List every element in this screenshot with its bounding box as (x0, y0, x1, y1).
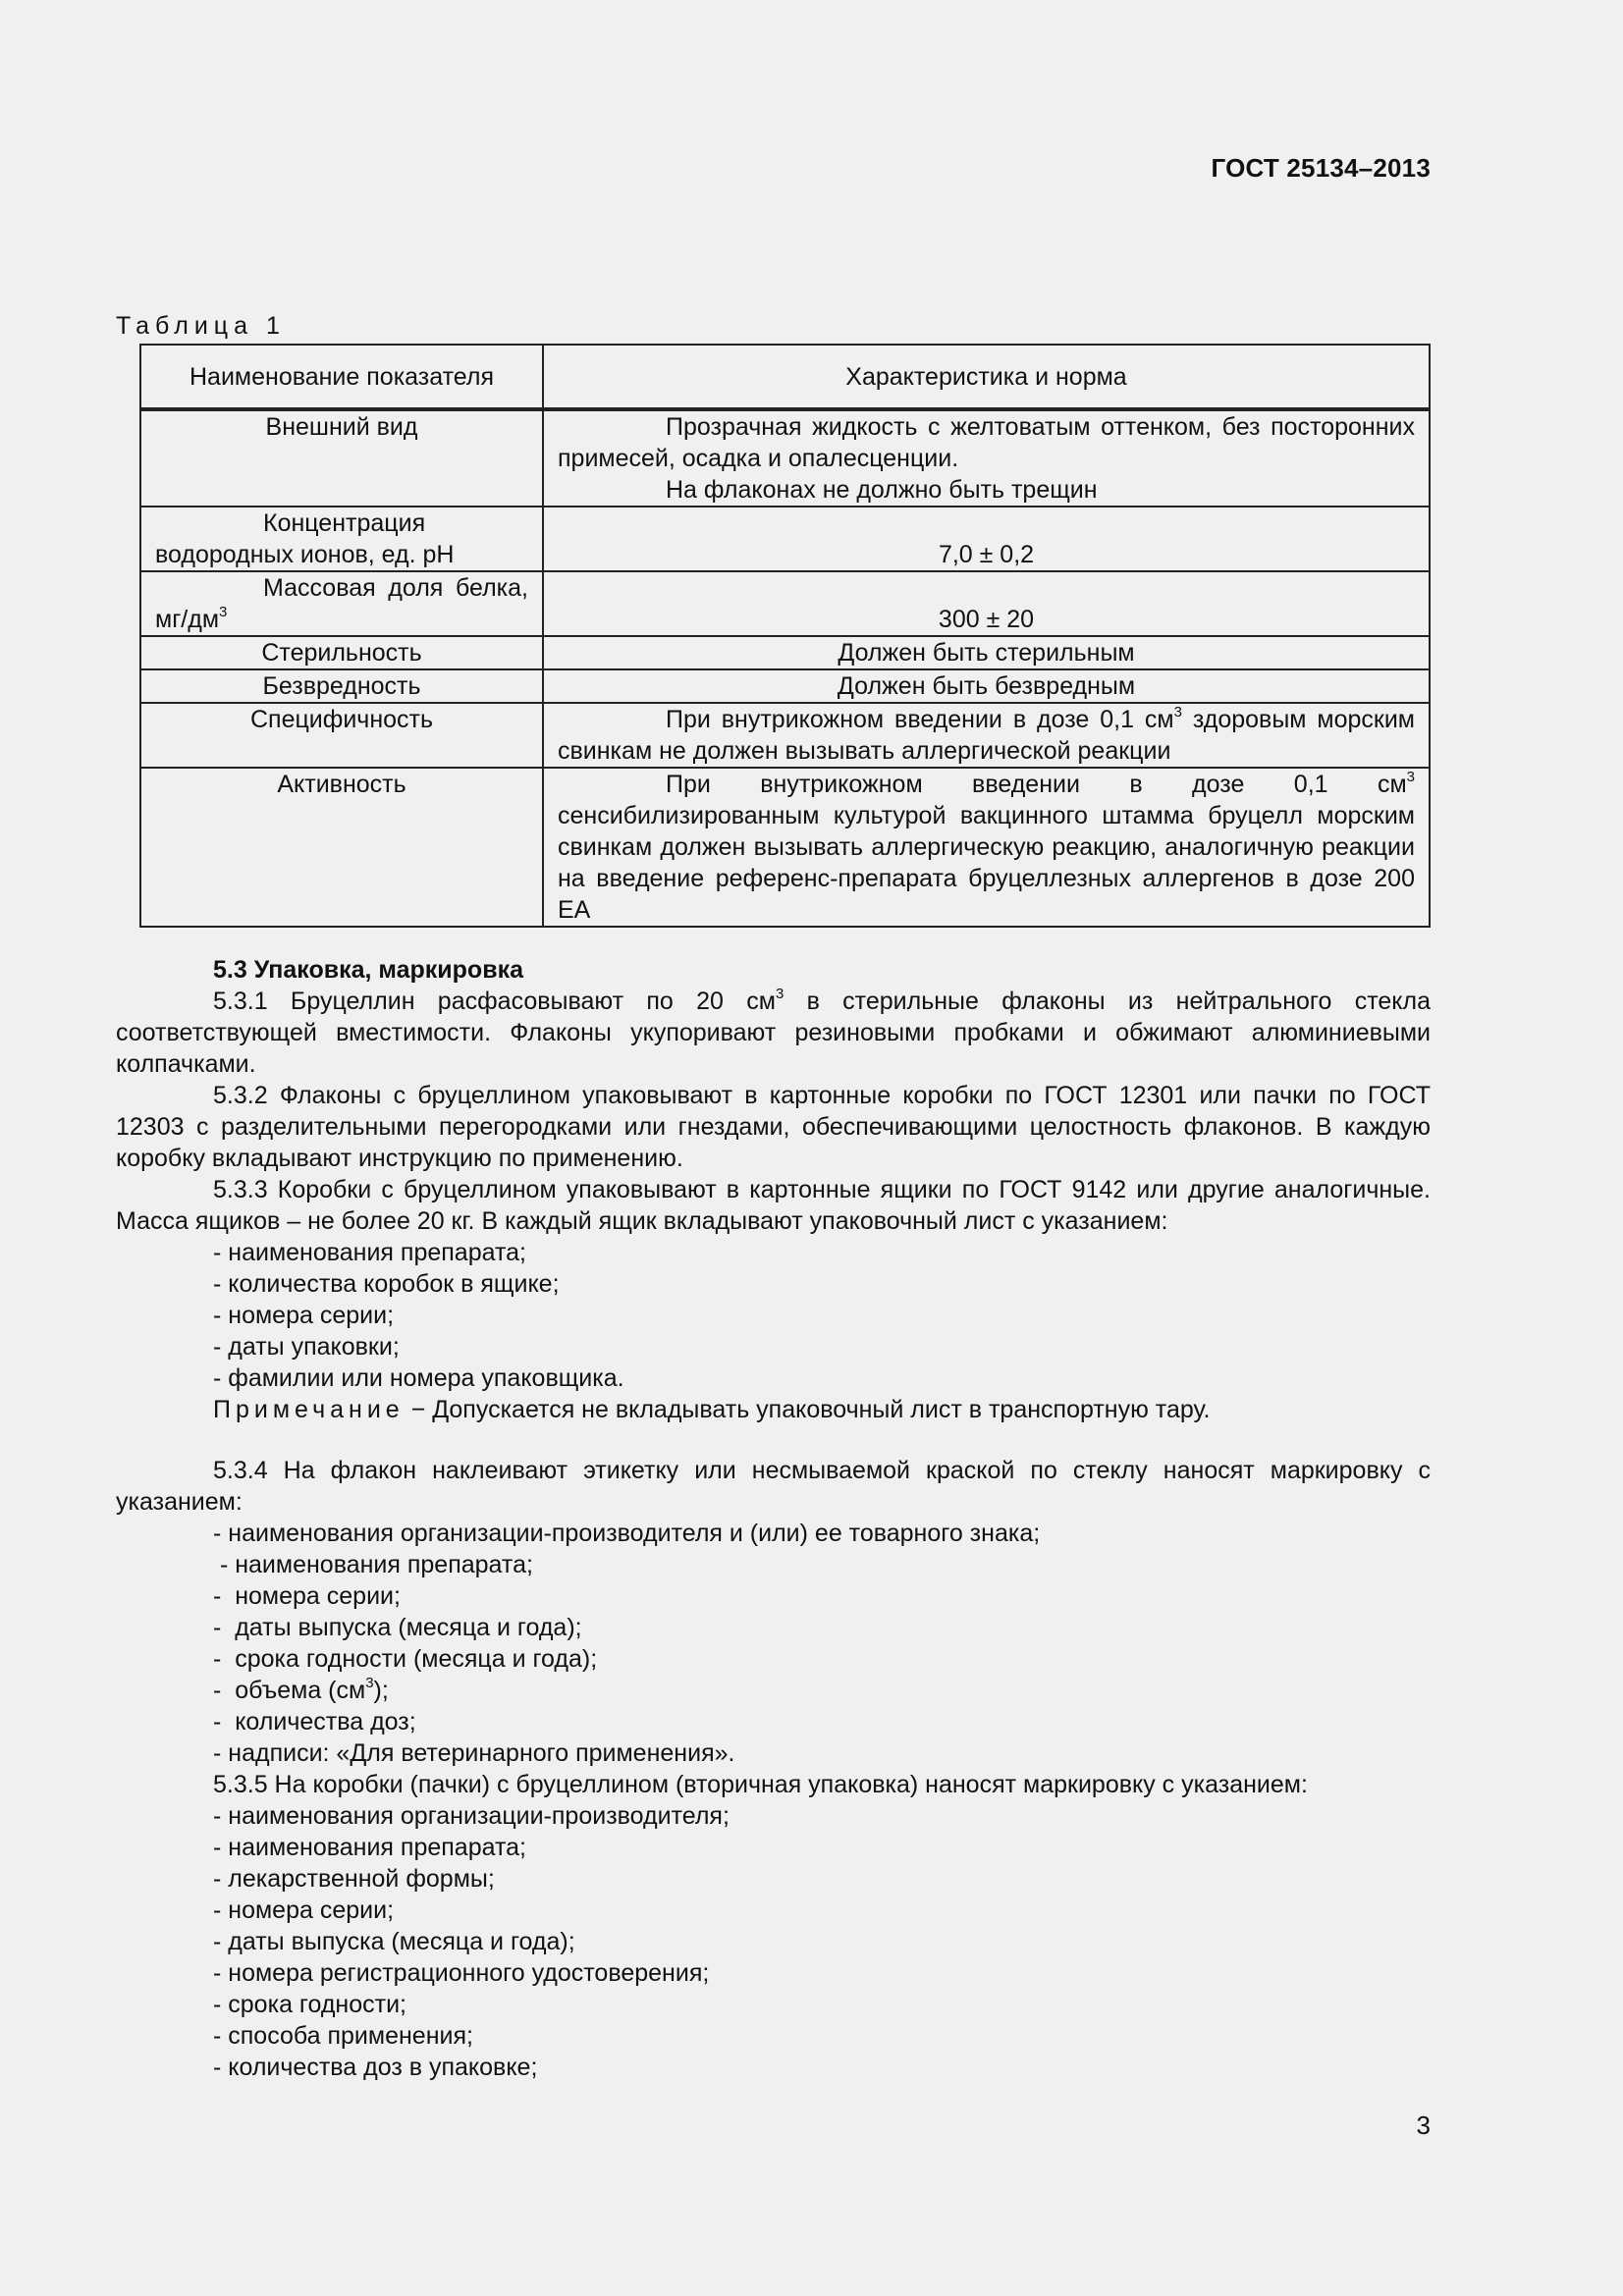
row-name: Концентрация водородных ионов, ед. pH (140, 507, 543, 571)
document-code: ГОСТ 25134–2013 (1211, 153, 1431, 183)
table-header-row (140, 345, 1430, 409)
row-value-part-b: здоровым морским свинкам не должен вызывать аллергической реакции (558, 706, 1415, 765)
row-value: 7,0 ± 0,2 (543, 507, 1430, 571)
note-label: Примечание (213, 1396, 405, 1423)
list-item-text: ); (373, 1677, 389, 1704)
list-item: - способа применения; (213, 2022, 473, 2050)
list-item (116, 1675, 1431, 1706)
list-item: - надписи: «Для ветеринарного применения». (213, 1739, 735, 1767)
superscript: 3 (219, 603, 228, 620)
paragraph-5-3-3: 5.3.3 Коробки с бруцеллином упаковывают в картонные ящики по ГОСТ 9142 или другие аналогичные. Масса ящиков – не более 20 кг. В каждый ящик вкладывают упаковочный лист с указанием: (116, 1176, 1431, 1235)
list-item: - наименования организации-производителя и (или) ее товарного знака; (213, 1520, 1041, 1547)
row-value-text: Прозрачная жидкость с желтоватым оттенком, без посторонних примесей, осадка и опалесценции. (558, 413, 1415, 472)
list-item: - даты упаковки; (213, 1333, 400, 1361)
paragraph-5-3-2: 5.3.2 Флаконы с бруцеллином упаковывают в картонные коробки по ГОСТ 12301 или пачки по ГОСТ 12303 с разделительными перегородками или гнездами, обеспечивающими целостность флаконов. В каждую коробку вкладывают инструкцию по применению. (116, 1082, 1431, 1172)
row-value-part-a: При внутрикожном введении в дозе 0,1 см (666, 771, 1407, 798)
header-indicator-name: Наименование показателя (140, 345, 543, 409)
table-row (140, 768, 1430, 927)
row-value-part-a: При внутрикожном введении в дозе 0,1 см (666, 706, 1174, 733)
list-item: - номера серии; (213, 1302, 395, 1329)
superscript: 3 (1173, 703, 1182, 721)
row-value: Должен быть безвредным (543, 669, 1430, 703)
list-item: - даты выпуска (месяца и года); (213, 1614, 582, 1641)
paragraph-5-3-5: 5.3.5 На коробки (пачки) с бруцеллином (вторичная упаковка) наносят маркировку с указанием: (213, 1771, 1308, 1798)
list-item-text: - объема (см (213, 1677, 366, 1704)
paragraph-5-3-1 (116, 986, 1431, 1080)
list-item: - фамилии или номера упаковщика. (213, 1364, 624, 1392)
row-value (543, 768, 1430, 927)
table-caption: Таблица 1 (116, 312, 286, 340)
section-5-3 (116, 954, 1431, 2083)
superscript: 3 (365, 1674, 374, 1691)
paragraph-5-3-4: 5.3.4 На флакон наклеивают этикетку или несмываемой краской по стеклу наносят маркировку с указанием: (116, 1457, 1431, 1516)
row-name: Специфичность (140, 703, 543, 768)
list-item: - номера серии; (213, 1896, 395, 1924)
list-item: - количества доз; (213, 1708, 416, 1735)
list-item: - лекарственной формы; (213, 1865, 495, 1893)
row-name: Внешний вид (140, 409, 543, 507)
header-characteristic: Характеристика и норма (543, 345, 1430, 409)
page-number: 3 (1416, 2110, 1431, 2140)
row-value (543, 409, 1430, 507)
superscript: 3 (775, 985, 784, 1002)
list-item: - номера регистрационного удостоверения; (213, 1959, 710, 1987)
list-item: - срока годности (месяца и года); (213, 1645, 598, 1673)
row-name-text: Массовая доля белка, мг/дм (155, 574, 528, 633)
list-item: - количества коробок в ящике; (213, 1270, 560, 1298)
list-item: - даты выпуска (месяца и года); (213, 1928, 575, 1955)
row-value-part-b: сенсибилизированным культурой вакцинного штамма бруцелл морским свинкам должен вызывать аллергическую реакцию, аналогичную реакции на введение референс-препарата бруцеллезных аллергенов в дозе 200 ЕА (558, 802, 1415, 924)
table-row (140, 669, 1430, 703)
paragraph-text: в стерильные флаконы из нейтрального стекла соответствующей вместимости. Флаконы укупоривают резиновыми пробками и обжимают алюминиевыми колпачками. (116, 988, 1431, 1078)
note (116, 1394, 1431, 1425)
list-item: - срока годности; (213, 1991, 406, 2018)
list-item: - наименования препарата; (213, 1834, 526, 1861)
superscript: 3 (1406, 768, 1415, 785)
paragraph-text: 5.3.1 Бруцеллин расфасовывают по 20 см (213, 988, 776, 1015)
list-item: - наименования препарата; (213, 1239, 526, 1266)
table-row (140, 636, 1430, 669)
table-1 (139, 344, 1431, 928)
table-row (140, 507, 1430, 571)
list-item: - наименования организации-производителя; (213, 1802, 730, 1830)
list-item: - наименования препарата; (213, 1551, 533, 1578)
note-text: − Допускается не вкладывать упаковочный лист в транспортную тару. (404, 1396, 1211, 1423)
table-row (140, 409, 1430, 507)
table-row (140, 703, 1430, 768)
section-title: 5.3 Упаковка, маркировка (213, 956, 523, 984)
row-name: Безвредность (140, 669, 543, 703)
row-value: Должен быть стерильным (543, 636, 1430, 669)
row-value (543, 703, 1430, 768)
row-value-text-2: На флаконах не должно быть трещин (666, 476, 1098, 504)
spacer (116, 1425, 1431, 1455)
row-name: Активность (140, 768, 543, 927)
list-item: - количества доз в упаковке; (213, 2054, 538, 2081)
row-name (140, 571, 543, 636)
table-row (140, 571, 1430, 636)
row-name: Стерильность (140, 636, 543, 669)
row-value: 300 ± 20 (543, 571, 1430, 636)
list-item: - номера серии; (213, 1582, 401, 1610)
